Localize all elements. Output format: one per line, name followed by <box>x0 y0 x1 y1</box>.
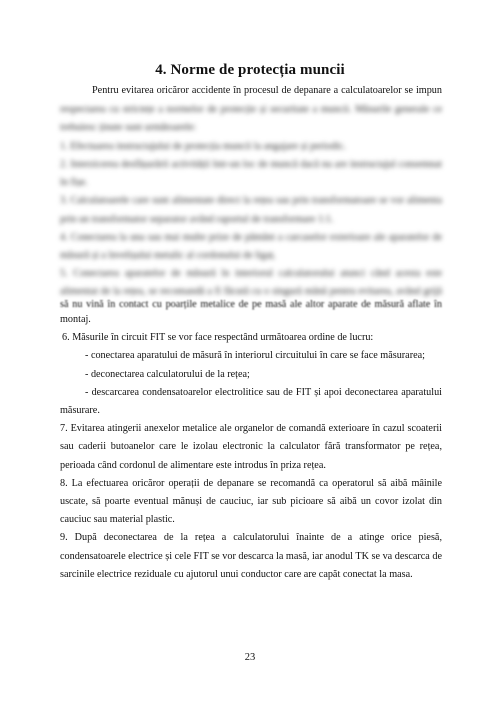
blurred-line: în fișe. <box>60 177 88 188</box>
blurred-line: alimentat de la rețea, se recomandă a fi făcută cu o singură mână pentru evitarea, având grijă <box>60 286 442 297</box>
body-line: perioada când cordonul de alimentare este introdus în priza rețea. <box>60 460 326 471</box>
list-item-7: 7. Evitarea atingerii anexelor metalice ale organelor de comandă exterioare în cazul scoaterii <box>60 423 442 434</box>
list-item-6: 6. Măsurile în circuit FIT se vor face respectând următoarea ordine de lucru: <box>62 332 374 343</box>
list-item-8: 8. La efectuarea oricăror operații de depanare se recomandă ca operatorul să aibă mâinile <box>60 478 442 489</box>
list-item-9: 9. După deconectarea de la rețea a calculatorului înainte de a atinge orice piesă, <box>60 532 442 543</box>
sub-list-item: - descarcarea condensatoarelor electrolitice sau de FIT și apoi deconectarea aparatului <box>85 387 442 398</box>
blurred-line: respectarea cu strictețe a normelor de protecție și securitate a muncii. Măsurile generale ce <box>60 104 442 115</box>
section-heading: 4. Norme de protecția muncii <box>155 62 345 78</box>
body-line: condensatoarele electrice și cele FIT se vor descarca la masă, iar anodul TK se va descarca de <box>60 551 442 562</box>
body-line: măsurare. <box>60 405 100 416</box>
blurred-line: 4. Conectarea la una sau mai multe prize de pământ a carcaselor exterioare ale aparatelor de <box>60 232 442 243</box>
blurred-line: 5. Conectarea aparatelor de măsură în interiorul calculatorului atunci când acesta este <box>60 268 442 279</box>
body-line: montaj. <box>60 314 91 325</box>
blurred-line: trebuiesc ținute sunt următoarele: <box>60 122 197 133</box>
body-line: sau caderii butoanelor care le izolau electronic la calculator fără transformator pe rețea, <box>60 441 442 452</box>
page-number: 23 <box>244 652 256 663</box>
blurred-line: 3. Calculatoarele care sunt alimentate direct la rețea sau prin transformatoare se vor alimenta <box>60 195 442 206</box>
body-line: sarcinile electrice reziduale cu ajutorul unui conductor care are capăt conectat la masa. <box>60 569 413 580</box>
sub-list-item: - conectarea aparatului de măsură în interiorul circuitului în care se face măsurarea; <box>85 350 425 361</box>
body-line: uscate, să poarte eventual mănuși de cauciuc, iar sub picioare să aibă un covor izolat din <box>60 496 442 507</box>
blurred-line: 1. Efectuarea instructajului de protecția muncii la angajare și periodic. <box>60 141 346 152</box>
intro-line: Pentru evitarea oricăror accidente în procesul de depanare a calculatoarelor se impun <box>92 85 442 96</box>
sub-list-item: - deconectarea calculatorului de la rețea; <box>85 369 250 380</box>
body-line: cauciuc sau material plastic. <box>60 514 175 525</box>
blurred-line: prin un transformator separator având raportul de transformare 1:1. <box>60 214 334 225</box>
partially-blurred-line: să nu vină în contact cu poarțile metalice de pe masă ale altor aparate de măsură aflate în <box>60 299 442 310</box>
blurred-line: măsură și a învelișului metalic al cordonului de ligaț. <box>60 250 276 261</box>
blurred-line: 2. Interzicerea desfășurării activității într-un loc de muncă dacă nu are instructajul consemnat <box>60 159 442 170</box>
